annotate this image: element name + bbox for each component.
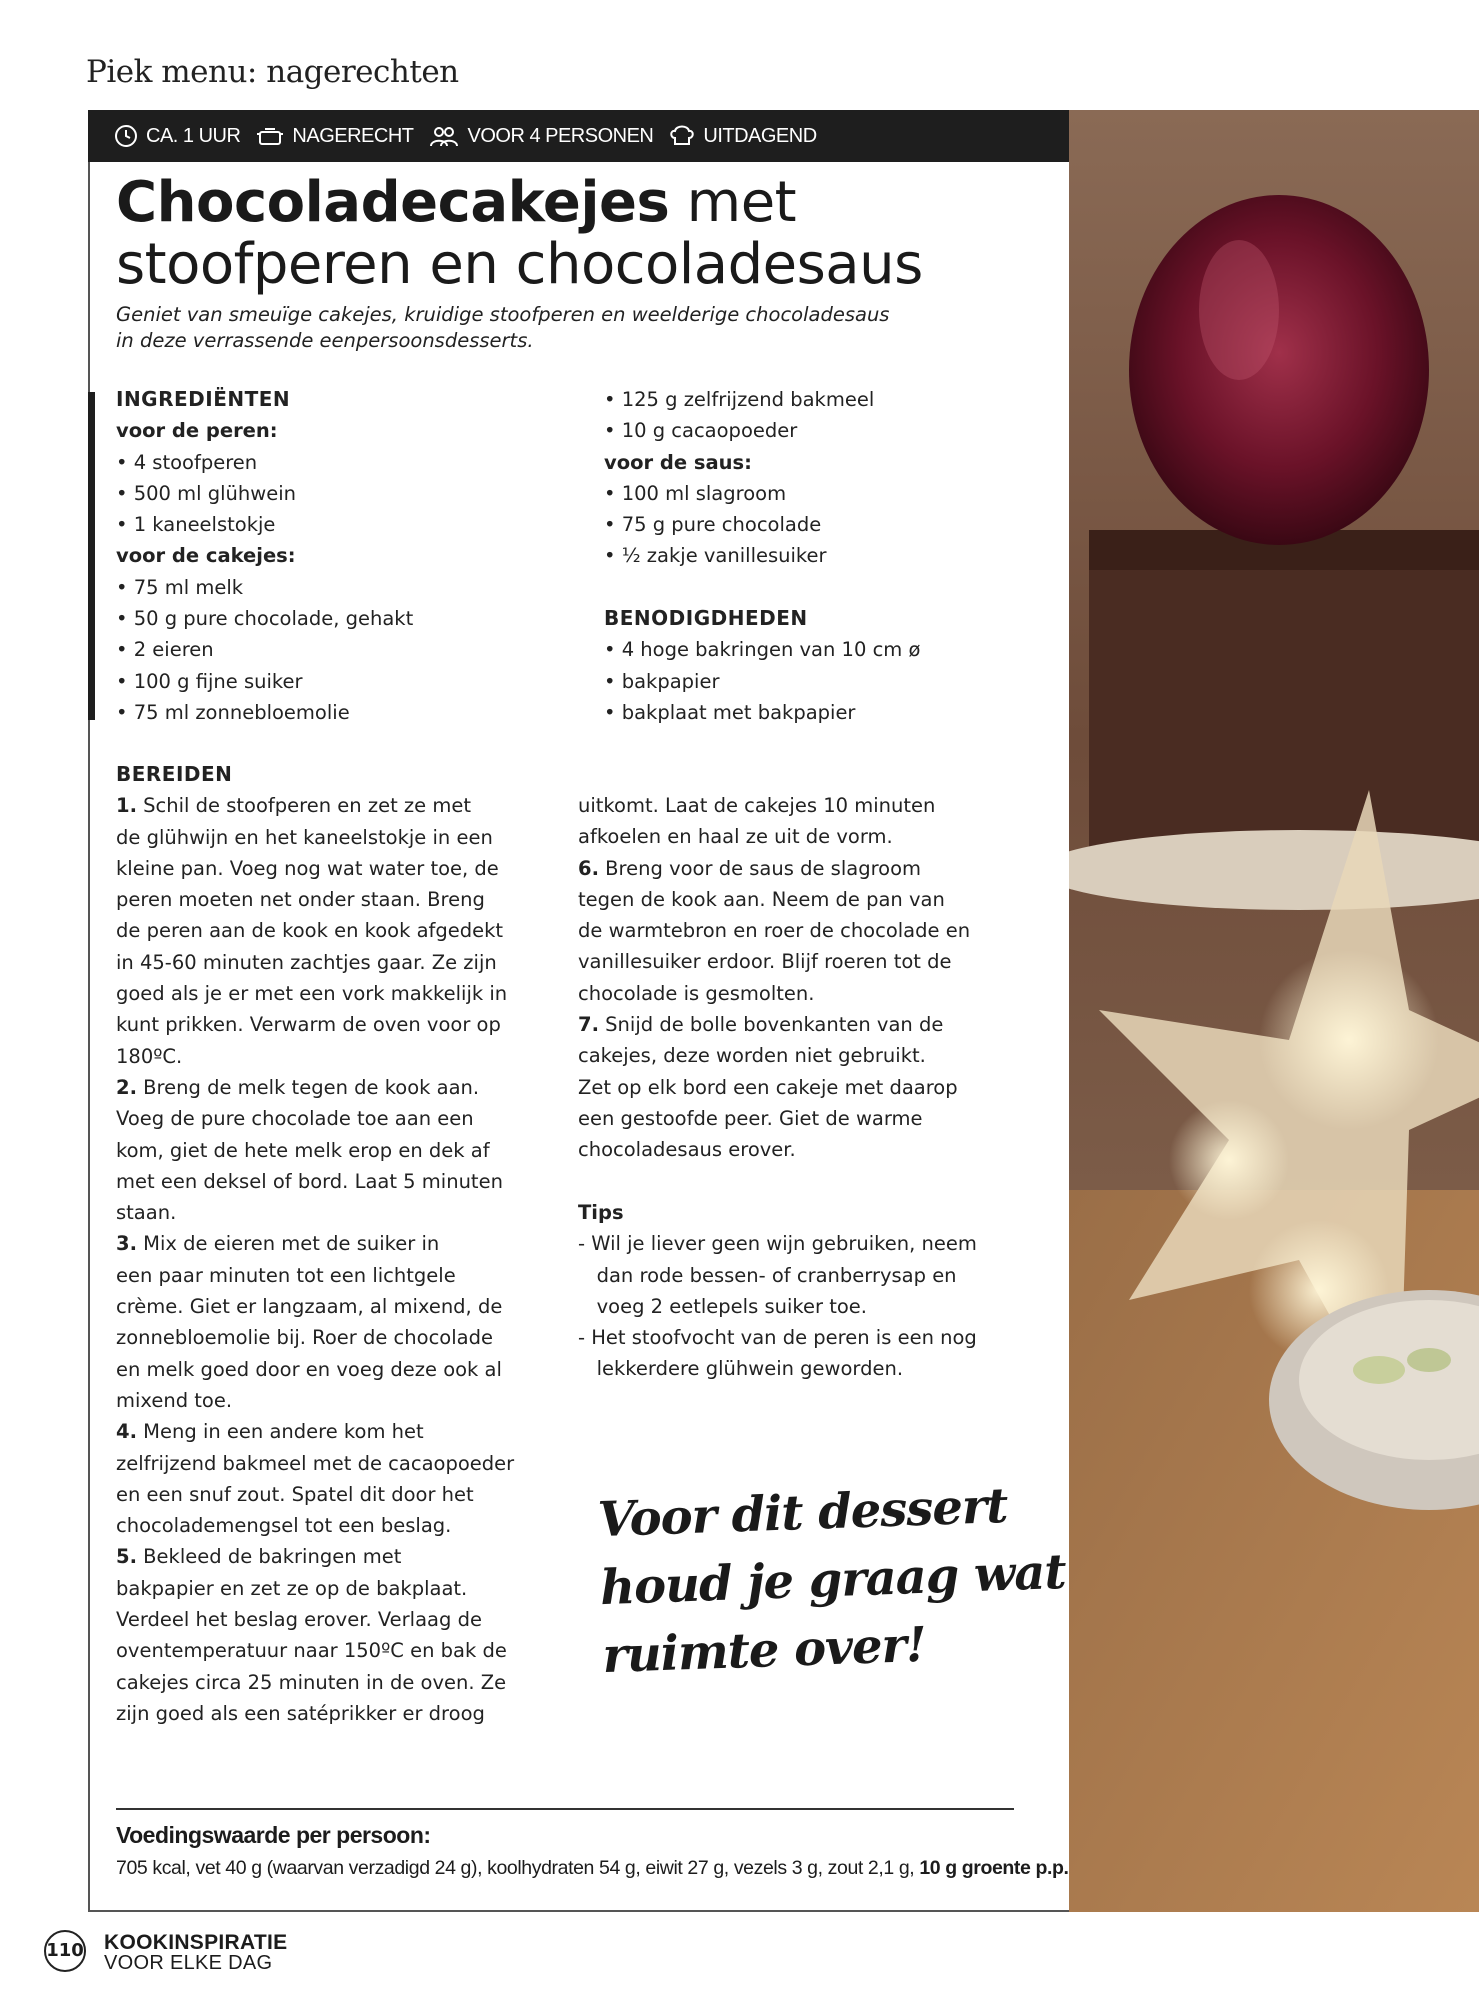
step-number: 5. [116,1545,137,1569]
step-text: Bekleed de bakringen met [136,1545,402,1569]
step-text: Breng voor de saus de slagroom [598,856,922,880]
step-text: bakpapier en zet ze op de bakplaat. [116,1576,468,1600]
ingredient-item: • ½ zakje vanillesuiker [604,544,827,568]
quote-line-2: houd je graag wat [599,1543,1067,1617]
step-text: 180ºC. [116,1044,183,1068]
step-text: Verdeel het beslag erover. Verlaag de [116,1608,482,1632]
step-text: zijn goed als een satéprikker er droog [116,1701,485,1725]
quote-line-3: ruimte over! [601,1616,927,1685]
preparation-line [578,1009,970,1040]
step-text: vanillesuiker erdoor. Blijf roeren tot de [578,950,952,974]
step-text: uitkomt. Laat de cakejes 10 minuten [578,794,936,817]
clock-icon [114,124,138,148]
recipe-meta-bar [88,110,1069,162]
ingredient-item: • 75 ml melk [116,575,244,599]
sauce-heading: voor de saus: [604,450,752,474]
step-text: Zet op elk bord een cakeje met daarop [578,1075,958,1099]
preparation-line [578,821,970,852]
nutrition-heading: Voedingswaarde per persoon: [116,1822,431,1848]
ingredient-item: • 500 ml glühwein [116,481,296,505]
section-title: Piek menu: nagerechten [86,54,459,90]
step-text: chocoladesaus erover. [578,1138,796,1162]
preparation-line [116,1197,514,1228]
meta-time [114,124,240,148]
step-number: 6. [578,856,599,880]
preparation-line [116,822,514,853]
preparation-line [578,1040,970,1071]
page-number: 110 [44,1930,86,1972]
ingredient-item: • 100 g fijne suiker [116,669,303,693]
step-text: en een snuf zout. Spatel dit door het [116,1482,474,1506]
preparation-line [116,1041,514,1072]
preparation-line [578,1103,970,1134]
meta-servings-label: VOOR 4 PERSONEN [467,124,654,147]
tip-line: lekkerdere glühwein geworden. [578,1357,904,1381]
tips-block [578,1197,977,1385]
step-text: kom, giet de hete melk erop en dek af [116,1138,490,1162]
preparation-line [116,1635,514,1666]
preparation-line [116,790,514,821]
step-text: kunt prikken. Verwarm de oven voor op [116,1013,501,1037]
ingredient-item: • 4 stoofperen [116,450,258,474]
chef-hat-icon [669,124,695,148]
preparation-col-left [116,759,514,1729]
preparation-line [116,1448,514,1479]
preparation-line [116,1103,514,1134]
step-text: cakejes circa 25 minuten in de oven. Ze [116,1670,507,1694]
step-number: 7. [578,1013,599,1037]
nutrition-divider [116,1808,1014,1810]
preparation-line [116,1385,514,1416]
tip-line: voeg 2 eetlepels suiker toe. [578,1294,867,1318]
ingredient-item: • 10 g cacaopoeder [604,419,798,443]
meta-difficulty [669,124,816,148]
nutrition-values [116,1857,1069,1880]
nutrition-bold: 10 g groente p.p. [919,1857,1069,1879]
equipment-item: • bakpapier [604,669,720,693]
preparation-line [116,915,514,946]
recipe-title [116,172,923,296]
pears-heading: voor de peren: [116,419,278,443]
step-text: de glühwijn en het kaneelstokje in een [116,825,493,849]
preparation-line [116,1009,514,1040]
ingredient-item: • 75 g pure chocolade [604,513,822,537]
preparation-line [116,1541,514,1572]
meta-time-label: CA. 1 UUR [146,124,241,147]
meta-servings [429,124,653,148]
pot-icon [256,124,284,148]
step-text: Mix de eieren met de suiker in [136,1232,440,1256]
preparation-line [116,1166,514,1197]
preparation-line [578,1134,970,1165]
recipe-intro [116,302,1016,354]
nutrition-text: 705 kcal, vet 40 g (waarvan verzadigd 24 g), koolhydraten 54 g, eiwit 27 g, vezels 3 g, zout 2,1 g, [116,1857,920,1879]
ingredient-item: • 75 ml zonnebloemolie [116,700,350,724]
step-text: de peren aan de kook en kook afgedekt [116,919,504,943]
preparation-line [116,1510,514,1541]
ingredients-col-left [116,384,413,728]
quote-line-1: Voor dit dessert [596,1477,1009,1549]
preparation-line [116,1604,514,1635]
preparation-line [116,1135,514,1166]
step-text: goed als je er met een vork makkelijk in [116,982,508,1006]
preparation-line [578,946,970,977]
step-number: 1. [116,794,137,818]
preparation-line [116,1072,514,1103]
preparation-line [116,1667,514,1698]
preparation-line [578,790,970,821]
step-text: mixend toe. [116,1388,233,1412]
magazine-brand-line-1: KOOKINSPIRATIE [104,1931,288,1954]
step-text: de warmtebron en roer de chocolade en [578,919,971,943]
dessert-photo-illustration [1069,110,1479,1912]
step-text: een gestoofde peer. Giet de warme [578,1106,923,1130]
step-text: een paar minuten tot een lichtgele [116,1263,456,1287]
meta-course [256,124,413,148]
step-text: kleine pan. Voeg nog wat water toe, de [116,856,499,880]
step-text: Voeg de pure chocolade toe aan een [116,1107,474,1131]
preparation-line [116,1573,514,1604]
equipment-item: • bakplaat met bakpapier [604,700,856,724]
preparation-line [116,1260,514,1291]
step-text: Breng de melk tegen de kook aan. [136,1075,480,1099]
tip-line: - Wil je liever geen wijn gebruiken, neem [578,1232,977,1256]
step-number: 2. [116,1075,137,1099]
step-text: Snijd de bolle bovenkanten van de [598,1013,944,1037]
ingredient-item: • 1 kaneelstokje [116,513,276,537]
preparation-line [116,1354,514,1385]
preparation-line [578,884,970,915]
preparation-line [116,1698,514,1729]
preparation-line [116,978,514,1009]
step-number: 3. [116,1232,137,1256]
ingredients-heading: INGREDIËNTEN [116,387,291,411]
meta-difficulty-label: UITDAGEND [703,124,817,147]
intro-line-1: Geniet van smeuïge cakejes, kruidige stoofperen en weelderige chocoladesaus [116,303,890,326]
ingredients-accent-bar [88,392,95,720]
ingredient-item: • 100 ml slagroom [604,481,787,505]
equipment-item: • 4 hoge bakringen van 10 cm ø [604,638,921,662]
preparation-line [116,1291,514,1322]
preparation-heading: BEREIDEN [116,762,233,786]
tip-line: - Het stoofvocht van de peren is een nog [578,1326,977,1350]
ingredient-item: • 125 g zelfrijzend bakmeel [604,388,875,411]
meta-course-label: NAGERECHT [292,124,414,147]
step-text: staan. [116,1201,177,1225]
recipe-title-bold: Chocoladecakejes [116,170,670,235]
preparation-line [116,1479,514,1510]
ingredient-item: • 50 g pure chocolade, gehakt [116,607,414,631]
preparation-line [578,978,970,1009]
step-text: cakejes, deze worden niet gebruikt. [578,1044,926,1068]
ingredients-col-right [604,384,920,728]
preparation-line [116,853,514,884]
step-text: chocolademengsel tot een beslag. [116,1514,452,1538]
cakes-heading: voor de cakejes: [116,544,296,568]
step-text: en melk goed door en voeg deze ook al [116,1357,502,1381]
handwritten-quote [597,1470,1069,1690]
preparation-line [578,1072,970,1103]
ingredient-item: • 2 eieren [116,638,214,662]
step-text: afkoelen en haal ze uit de vorm. [578,825,893,849]
step-text: tegen de kook aan. Neem de pan van [578,887,945,911]
intro-line-2: in deze verrassende eenpersoonsdesserts. [116,329,534,352]
step-text: Meng in een andere kom het [136,1420,424,1444]
preparation-line [116,884,514,915]
equipment-heading: BENODIGDHEDEN [604,606,808,631]
tips-heading: Tips [578,1201,624,1224]
step-text: zonnebloemolie bij. Roer de chocolade [116,1326,493,1350]
preparation-line [116,1228,514,1259]
step-text: crème. Giet er langzaam, al mixend, de [116,1295,503,1319]
tip-line: dan rode bessen- of cranberrysap en [578,1263,957,1287]
preparation-line [116,1416,514,1447]
step-text: oventemperatuur naar 150ºC en bak de [116,1639,507,1663]
step-text: met een deksel of bord. Laat 5 minuten [116,1169,503,1193]
magazine-brand-line-2: VOOR ELKE DAG [104,1952,273,1974]
preparation-line [578,853,970,884]
people-icon [429,124,459,148]
step-text: zelfrijzend bakmeel met de cacaopoeder [116,1451,515,1475]
preparation-line [116,947,514,978]
step-text: Schil de stoofperen en zet ze met [136,794,471,818]
recipe-title-rest-2: stoofperen en chocoladesaus [116,232,923,297]
step-text: peren moeten net onder staan. Breng [116,888,485,912]
step-number: 4. [116,1420,137,1444]
recipe-title-rest-1: met [669,170,797,235]
step-text: in 45-60 minuten zachtjes gaar. Ze zijn [116,950,497,974]
dessert-photo [1069,110,1479,1912]
preparation-line [116,1322,514,1353]
preparation-line [578,915,970,946]
step-text: chocolade is gesmolten. [578,981,815,1005]
preparation-col-right [578,790,970,1166]
